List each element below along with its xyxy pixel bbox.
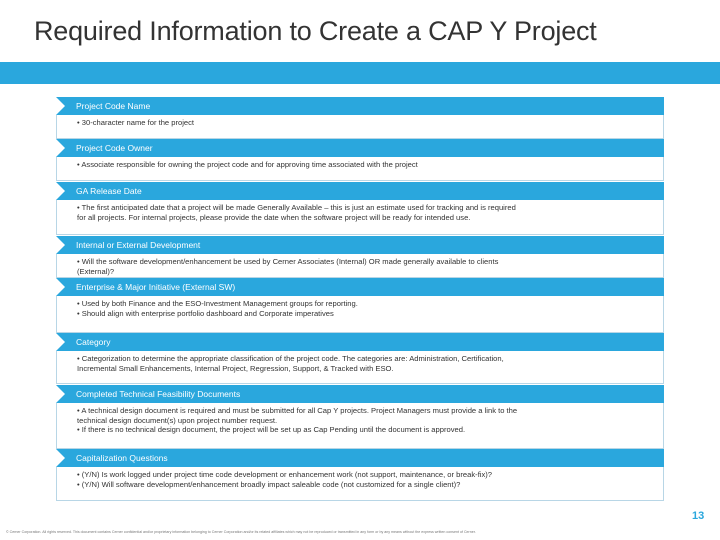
section-line: • (Y/N) Will software development/enhancement broadly impact saleable code (not customized for a single client)? <box>77 479 461 489</box>
section-body-internal-external <box>56 254 664 278</box>
section-line: • Categorization to determine the appropriate classification of the project code. The categories are: Administration, Certification, <box>77 354 504 363</box>
section-line: technical design document(s) upon project number request. <box>77 415 278 425</box>
section-body-category <box>56 351 664 384</box>
section-body-enterprise-initiative <box>56 296 664 333</box>
section-line: • A technical design document is required and must be submitted for all Cap Y projects. Project Managers must provide a link to the <box>77 406 518 415</box>
section-body-project-code-owner <box>56 157 664 181</box>
section-header-enterprise-initiative: Enterprise & Major Initiative (External SW) <box>56 278 664 296</box>
section-header-capitalization-questions: Capitalization Questions <box>56 449 664 467</box>
section-body-project-code-name <box>56 115 664 139</box>
section-body-capitalization-questions <box>56 467 664 501</box>
section-line: • Used by both Finance and the ESO-Investment Management groups for reporting. <box>77 299 358 308</box>
section-header-category: Category <box>56 333 664 351</box>
section-line: (External)? <box>77 266 115 276</box>
section-line: • Should align with enterprise portfolio dashboard and Corporate imperatives <box>77 308 334 318</box>
section-line: • 30-character name for the project <box>77 118 195 127</box>
footer-copyright: © Cerner Corporation. All rights reserved. This document contains Cerner confidential and/or proprietary information belonging to Cerner Corporation and/or its related affiliates which may not be reproduced or transmitted in any form or by any means without the express written consent of Cerner. <box>6 530 476 534</box>
section-header-ga-release-date: GA Release Date <box>56 182 664 200</box>
section-header-project-code-owner: Project Code Owner <box>56 139 664 157</box>
section-line: • If there is no technical design document, the project will be set up as Cap Pending until the document is approved. <box>77 425 466 434</box>
slide-title: Required Information to Create a CAP Y Project <box>34 16 597 46</box>
section-header-project-code-name: Project Code Name <box>56 97 664 115</box>
section-line: for all projects. For internal projects, please provide the date when the software project will be ready for intended use. <box>77 212 471 222</box>
section-header-internal-external: Internal or External Development <box>56 236 664 254</box>
section-line: Incremental Small Enhancements, Internal Project, Regression, Support, & Tracked with ESO. <box>77 363 394 373</box>
section-line: • Associate responsible for owning the project code and for approving time associated with the project <box>77 160 418 169</box>
section-body-ga-release-date <box>56 200 664 235</box>
section-header-technical-feasibility: Completed Technical Feasibility Documents <box>56 385 664 403</box>
section-line: • Will the software development/enhancement be used by Cerner Associates (Internal) OR made generally available to clients <box>77 257 499 266</box>
page-number: 13 <box>692 510 705 522</box>
section-body-technical-feasibility <box>56 403 664 449</box>
section-line: • (Y/N) Is work logged under project time code development or enhancement work (not support, maintenance, or break-fix)? <box>77 470 493 479</box>
section-line: • The first anticipated date that a project will be made Generally Available – this is just an estimate used for tracking and is required <box>77 203 516 212</box>
accent-bar <box>0 62 720 84</box>
